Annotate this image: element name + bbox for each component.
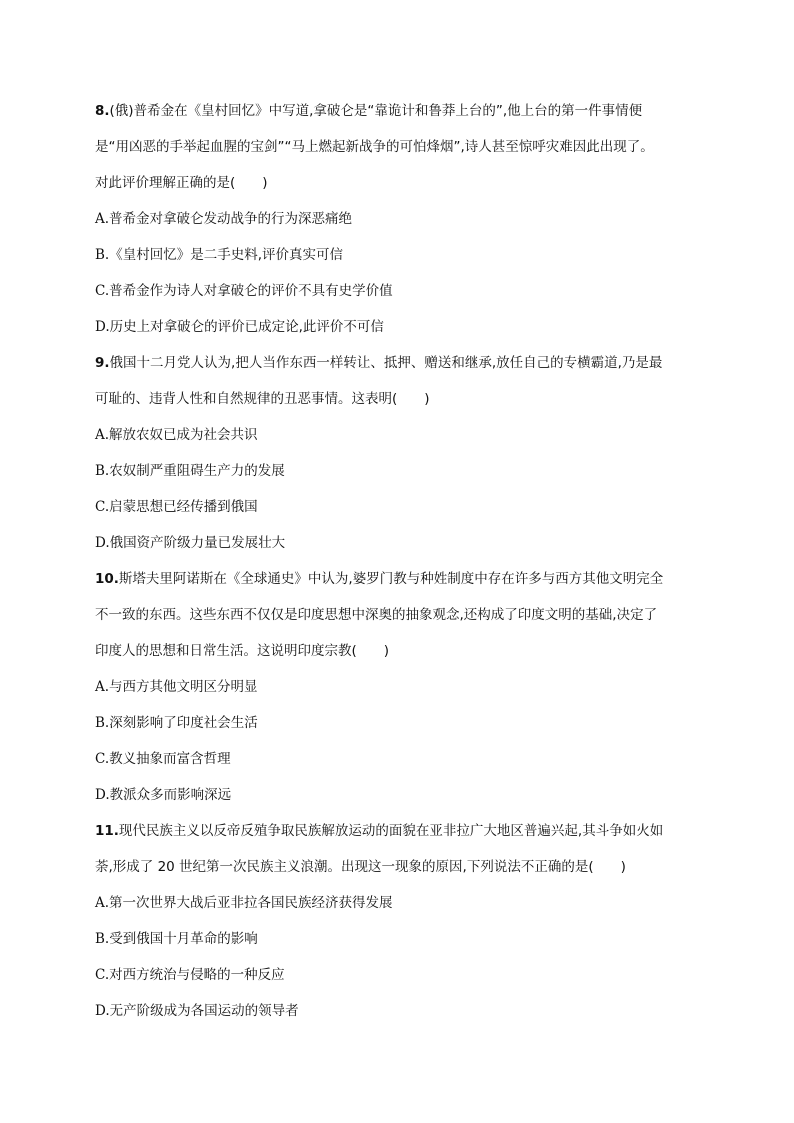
option-b: B.深刻影响了印度社会生活 xyxy=(95,715,258,731)
option-c: C.教义抽象而富含哲理 xyxy=(95,751,231,767)
option-a: A.与西方其他文明区分明显 xyxy=(95,679,258,695)
question-number: 8. xyxy=(95,103,110,119)
question-list xyxy=(95,102,715,1038)
option-c: C.对西方统治与侵略的一种反应 xyxy=(95,967,285,983)
question-number: 9. xyxy=(95,355,110,371)
question-8 xyxy=(95,102,715,336)
option-b: B.农奴制严重阻碍生产力的发展 xyxy=(95,463,285,479)
question-11 xyxy=(95,822,715,1020)
question-stem-line: 10.斯塔夫里阿诺斯在《全球通史》中认为,婆罗门教与种姓制度中存在许多与西方其他文明完全 xyxy=(95,571,664,587)
option-c: C.普希金作为诗人对拿破仑的评价不具有史学价值 xyxy=(95,283,393,299)
option-d: D.教派众多而影响深远 xyxy=(95,787,232,803)
option-a: A.解放农奴已成为社会共识 xyxy=(95,427,258,443)
option-a: A.第一次世界大战后亚非拉各国民族经济获得发展 xyxy=(95,895,393,911)
question-stem-line: 可耻的、违背人性和自然规律的丑恶事情。这表明( ) xyxy=(95,391,430,407)
question-stem-line: 是“用凶恶的手举起血腥的宝剑”“马上燃起新战争的可怕烽烟”,诗人甚至惊呼灾难因此出现了。 xyxy=(95,139,654,155)
question-stem-line: 荼,形成了 20 世纪第一次民族主义浪潮。出现这一现象的原因,下列说法不正确的是( ) xyxy=(95,859,626,875)
option-b: B.《皇村回忆》是二手史料,评价真实可信 xyxy=(95,247,344,263)
option-d: D.无产阶级成为各国运动的领导者 xyxy=(95,1003,299,1019)
question-stem-line: 11.现代民族主义以反帝反殖争取民族解放运动的面貌在亚非拉广大地区普遍兴起,其斗争如火如 xyxy=(95,823,664,839)
option-d: D.俄国资产阶级力量已发展壮大 xyxy=(95,535,286,551)
question-number: 11. xyxy=(95,823,119,839)
question-stem-line: 8.(俄)普希金在《皇村回忆》中写道,拿破仑是“靠诡计和鲁莽上台的”,他上台的第一件事情便 xyxy=(95,103,643,119)
option-b: B.受到俄国十月革命的影响 xyxy=(95,931,258,947)
option-c: C.启蒙思想已经传播到俄国 xyxy=(95,499,258,515)
option-d: D.历史上对拿破仑的评价已成定论,此评价不可信 xyxy=(95,319,384,335)
question-10 xyxy=(95,570,715,804)
question-stem-line: 9.俄国十二月党人认为,把人当作东西一样转让、抵押、赠送和继承,放任自己的专横霸道,乃是最 xyxy=(95,355,663,371)
question-number: 10. xyxy=(95,571,119,587)
question-stem-line: 不一致的东西。这些东西不仅仅是印度思想中深奥的抽象观念,还构成了印度文明的基础,决定了 xyxy=(95,607,658,623)
option-a: A.普希金对拿破仑发动战争的行为深恶痛绝 xyxy=(95,211,353,227)
question-stem-line: 对此评价理解正确的是( ) xyxy=(95,175,268,191)
question-9 xyxy=(95,354,715,552)
question-stem-line: 印度人的思想和日常生活。这说明印度宗教( ) xyxy=(95,643,390,659)
